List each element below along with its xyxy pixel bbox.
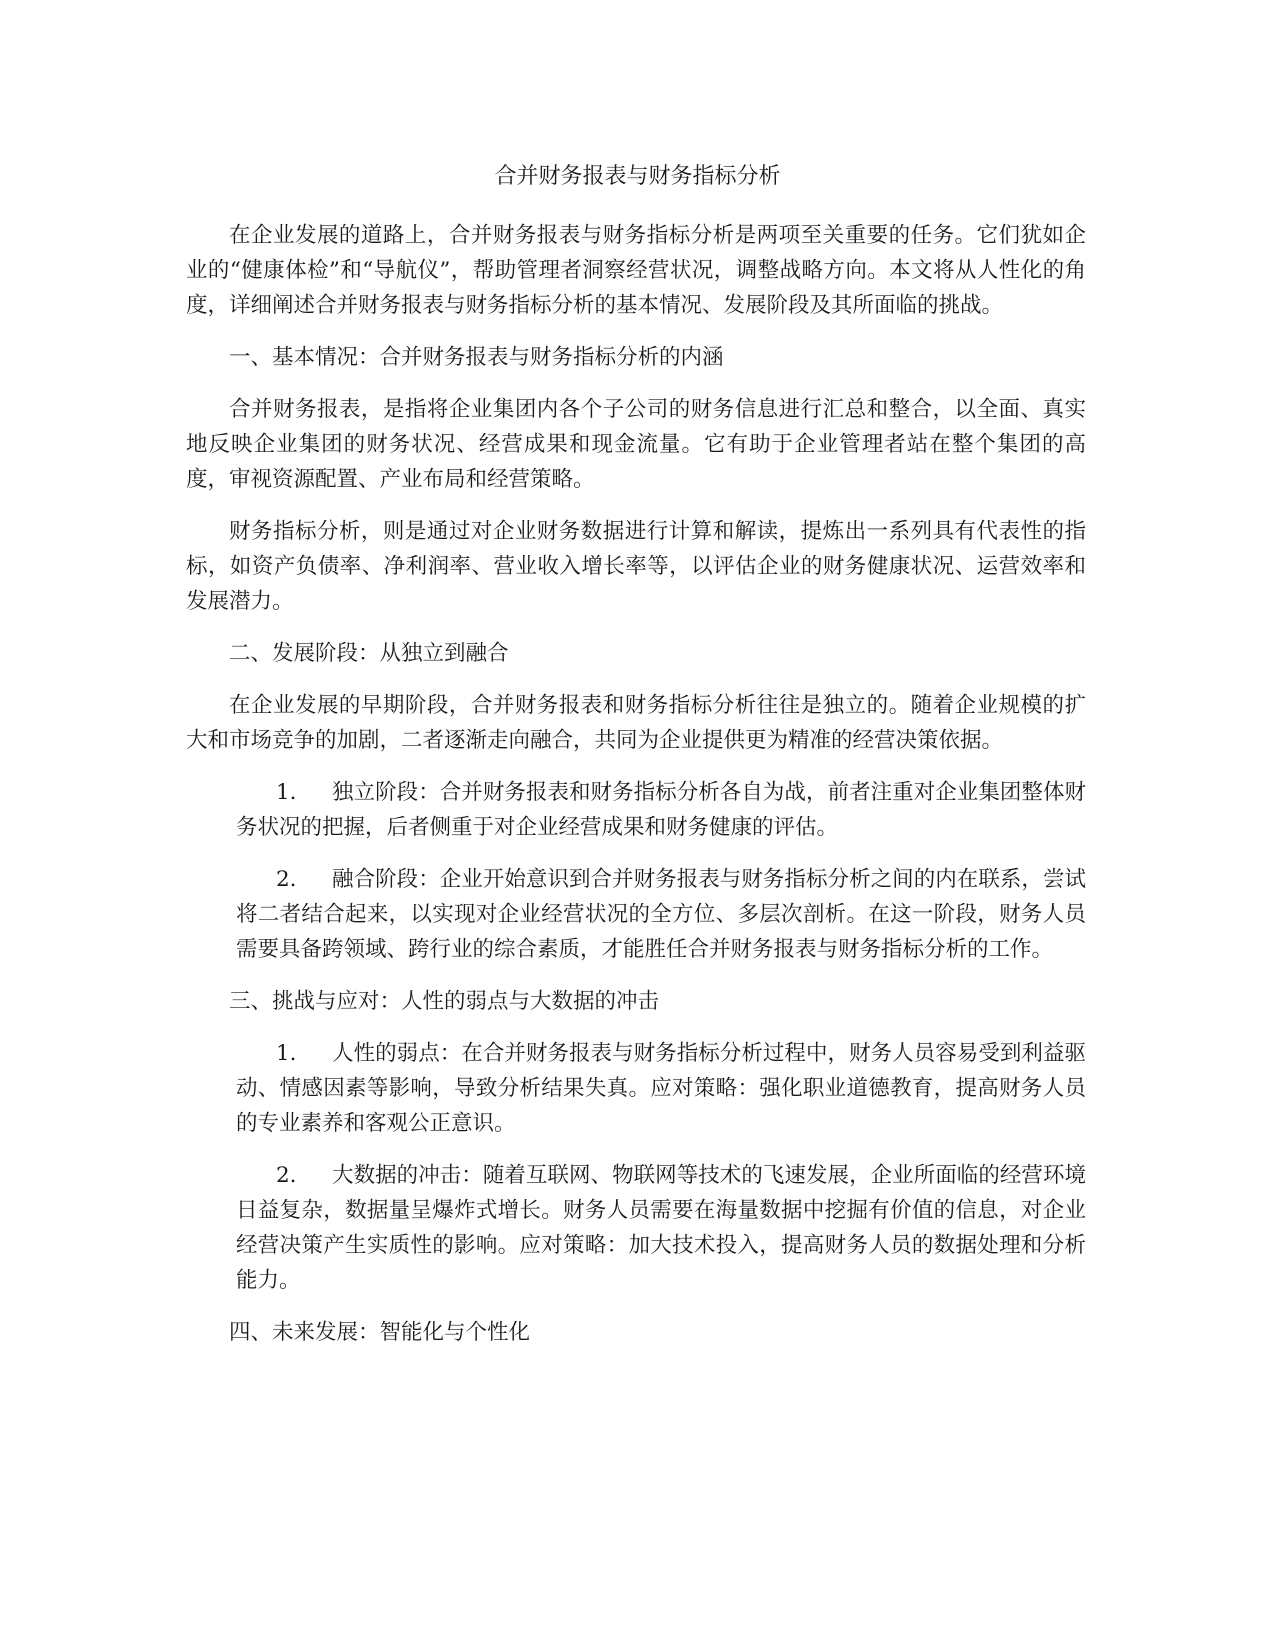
section-heading: 一、基本情况：合并财务报表与财务指标分析的内涵 bbox=[229, 345, 724, 370]
section-heading: 三、挑战与应对：人性的弱点与大数据的冲击 bbox=[229, 989, 660, 1014]
list-number: 2. bbox=[276, 1163, 297, 1188]
list-item-text: 融合阶段：企业开始意识到合并财务报表与财务指标分析之间的内在联系，尝试将二者结合起来，以实现对企业经营状况的全方位、多层次剖析。在这一阶段，财务人员需要具备跨领域、跨行业的综合素质，才能胜任合并财务报表与财务指标分析的工作。 bbox=[236, 867, 1086, 962]
paragraph: 合并财务报表，是指将企业集团内各个子公司的财务信息进行汇总和整合，以全面、真实地反映企业集团的财务状况、经营成果和现金流量。它有助于企业管理者站在整个集团的高度，审视资源配置、产业布局和经营策略。 bbox=[186, 397, 1086, 492]
intro-paragraph: 在企业发展的道路上，合并财务报表与财务指标分析是两项至关重要的任务。它们犹如企业的“健康体检”和“导航仪”，帮助管理者洞察经营状况，调整战略方向。本文将从人性化的角度，详细阐述合并财务报表与财务指标分析的基本情况、发展阶段及其所面临的挑战。 bbox=[186, 223, 1086, 318]
section-heading: 四、未来发展：智能化与个性化 bbox=[229, 1320, 531, 1345]
list-item-text: 人性的弱点：在合并财务报表与财务指标分析过程中，财务人员容易受到利益驱动、情感因素等影响，导致分析结果失真。应对策略：强化职业道德教育，提高财务人员的专业素养和客观公正意识。 bbox=[236, 1041, 1086, 1136]
list-item-text: 独立阶段：合并财务报表和财务指标分析各自为战，前者注重对企业集团整体财务状况的把握，后者侧重于对企业经营成果和财务健康的评估。 bbox=[236, 780, 1086, 840]
section-heading: 二、发展阶段：从独立到融合 bbox=[229, 641, 509, 666]
document-title: 合并财务报表与财务指标分析 bbox=[494, 164, 781, 189]
list-number: 1. bbox=[276, 780, 297, 805]
list-number: 2. bbox=[276, 867, 297, 892]
list-number: 1. bbox=[276, 1041, 297, 1066]
list-item bbox=[236, 1036, 1086, 1141]
paragraph: 在企业发展的早期阶段，合并财务报表和财务指标分析往往是独立的。随着企业规模的扩大和市场竞争的加剧，二者逐渐走向融合，共同为企业提供更为精准的经营决策依据。 bbox=[186, 693, 1086, 753]
list-item bbox=[236, 775, 1086, 845]
list-item-text: 大数据的冲击：随着互联网、物联网等技术的飞速发展，企业所面临的经营环境日益复杂，数据量呈爆炸式增长。财务人员需要在海量数据中挖掘有价值的信息，对企业经营决策产生实质性的影响。应对策略：加大技术投入，提高财务人员的数据处理和分析能力。 bbox=[236, 1163, 1086, 1293]
document-body bbox=[186, 218, 1086, 1367]
paragraph: 财务指标分析，则是通过对企业财务数据进行计算和解读，提炼出一系列具有代表性的指标，如资产负债率、净利润率、营业收入增长率等，以评估企业的财务健康状况、运营效率和发展潜力。 bbox=[186, 519, 1086, 614]
list-item bbox=[236, 1158, 1086, 1298]
list-item bbox=[236, 862, 1086, 967]
